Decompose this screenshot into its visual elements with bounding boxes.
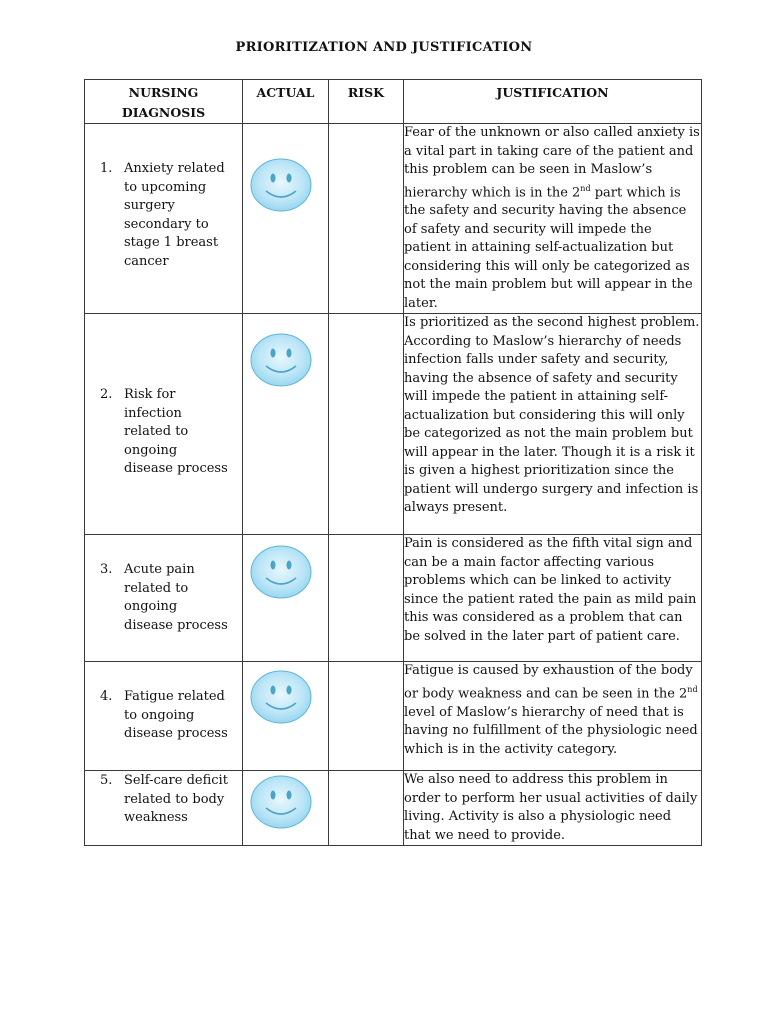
diagnosis-cell	[85, 771, 243, 846]
diagnosis-number: 2.	[100, 387, 113, 403]
risk-cell	[329, 662, 404, 771]
actual-cell	[243, 314, 329, 535]
actual-cell	[243, 124, 329, 314]
diagnosis-number: 3.	[100, 562, 113, 578]
risk-cell	[329, 314, 404, 535]
actual-cell	[243, 535, 329, 662]
diagnosis-cell	[85, 124, 243, 314]
risk-cell	[329, 124, 404, 314]
justification-text: Fatigue is caused by exhaustion of the body or body weakness and can be seen in the 2	[404, 663, 693, 702]
diagnosis-item	[100, 561, 230, 635]
diagnosis-item	[100, 688, 230, 744]
actual-cell	[243, 771, 329, 846]
table-row	[85, 771, 702, 846]
diagnosis-text: Acute pain related to ongoing disease process	[124, 562, 228, 633]
diagnosis-item	[100, 772, 230, 828]
justification-cell	[404, 662, 702, 771]
justification-text: Fear of the unknown or also called anxiety is a vital part in taking care of the patient and this problem can be seen in Maslow’s hierarchy which is in the 2	[404, 125, 700, 200]
table-row	[85, 535, 702, 662]
risk-cell	[329, 535, 404, 662]
diagnosis-text: Fatigue related to ongoing disease process	[124, 689, 228, 742]
diagnosis-text: Risk for infection related to ongoing disease process	[124, 387, 228, 477]
diagnosis-item	[100, 160, 230, 271]
ordinal-suffix: nd	[580, 183, 591, 193]
smiley-face-icon	[249, 332, 313, 388]
diagnosis-cell	[85, 314, 243, 535]
document-title: PRIORITIZATION AND JUSTIFICATION	[235, 40, 533, 55]
diagnosis-number: 5.	[100, 773, 113, 789]
actual-cell	[243, 662, 329, 771]
diagnosis-number: 4.	[100, 689, 113, 705]
ordinal-suffix: nd	[687, 684, 698, 694]
justification-cell	[404, 124, 702, 314]
table-row	[85, 124, 702, 314]
diagnosis-text: Self-care deficit related to body weakness	[124, 773, 228, 826]
smiley-face-icon	[249, 669, 313, 725]
diagnosis-cell	[85, 662, 243, 771]
table-row	[85, 662, 702, 771]
header-actual: ACTUAL	[243, 80, 329, 124]
diagnosis-text: Anxiety related to upcoming surgery secondary to stage 1 breast cancer	[124, 161, 225, 269]
justification-text-cont: level of Maslow’s hierarchy of need that is having no fulfillment of the physiologic need which is in the activity category.	[404, 704, 698, 757]
header-nursing-diagnosis: NURSING DIAGNOSIS	[85, 80, 243, 124]
smiley-face-icon	[249, 774, 313, 830]
prioritization-table	[84, 79, 702, 846]
header-risk: RISK	[329, 80, 404, 124]
justification-text: Is prioritized as the second highest problem. According to Maslow’s hierarchy of needs infection falls under safety and security, having the absence of safety and security will impede the patient in attaining self-actualization but considering this will only be categorized as not the main problem but will appear in the later. Though it is a risk it is given a highest prioritization since the patient will undergo surgery and infection is always present.	[404, 315, 700, 516]
justification-text: We also need to address this problem in order to perform her usual activities of daily living. Activity is also a physiologic need that we need to provide.	[404, 772, 698, 843]
justification-cell	[404, 771, 702, 846]
smiley-face-icon	[249, 544, 313, 600]
smiley-face-icon	[249, 157, 313, 213]
header-justification: JUSTIFICATION	[404, 80, 702, 124]
diagnosis-cell	[85, 535, 243, 662]
risk-cell	[329, 771, 404, 846]
justification-text-cont: part which is the safety and security having the absence of safety and security will impede the patient in attaining self-actualization but considering this will only be categorized as not the main problem but will appear in the later.	[404, 184, 693, 311]
diagnosis-number: 1.	[100, 161, 113, 176]
table-row	[85, 314, 702, 535]
justification-cell	[404, 314, 702, 535]
diagnosis-item	[100, 386, 230, 479]
justification-text: Pain is considered as the fifth vital sign and can be a main factor affecting various problems which can be linked to activity since the patient rated the pain as mild pain this was considered as a problem that can be solved in the later part of patient care.	[404, 536, 697, 644]
justification-cell	[404, 535, 702, 662]
header-row	[85, 80, 702, 124]
